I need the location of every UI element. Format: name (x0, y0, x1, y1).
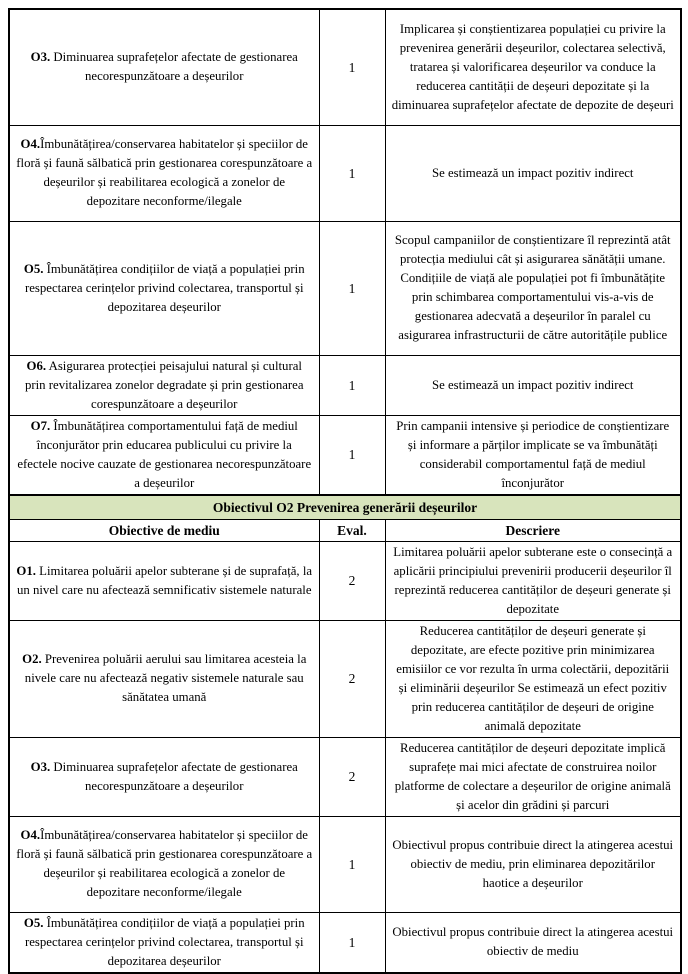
table-row (9, 620, 681, 737)
objective-text: Prevenirea poluării aerului sau limitarea acesteia la nivele care nu afectează negativ sistemele naturale sau sănătatea umană (24, 652, 307, 704)
objective-cell (9, 125, 319, 221)
table-row (9, 125, 681, 221)
objective-code: O6. (26, 358, 47, 373)
table-row (9, 221, 681, 355)
objective-text: Diminuarea suprafețelor afectate de gestionarea necorespunzătoare a deșeurilor (50, 759, 298, 793)
table-row (9, 816, 681, 912)
objective-code: O1. (16, 563, 36, 578)
column-header-objectives: Obiective de mediu (9, 519, 319, 541)
objective-text: Îmbunătățirea condițiilor de viață a populației prin respectarea cerințelor privind colectarea, transportul și depozitarea deșeurilor (24, 261, 305, 314)
description-cell: Scopul campaniilor de conștientizare îl reprezintă atât protecția mediului cât și asigurarea sănătății umane. Condițiile de viață ale populației pot fi îmbunătățite prin schimbarea comportamentului vis-a-vis de gestionarea adecvată a deșeurilor în paralel cu asigurarea infrastructurii de către autoritățile publice (385, 221, 681, 355)
objective-text: Asigurarea protecției peisajului natural și cultural prin revitalizarea zonelor degradate și prin gestionarea corespunzătoare a deșeurilor (24, 358, 304, 411)
objective-cell (9, 415, 319, 495)
eval-cell: 1 (319, 415, 385, 495)
description-cell: Reducerea cantităților de deșeuri generate și depozitate, are efecte pozitive prin minimizarea emisiilor ce vor rezulta în urma colectării, depozitării și eliminării deșeurilor Se estimează un efect pozitiv prin reducerea cantităților de deșeuri de origine animală depozitate (385, 620, 681, 737)
table-row (9, 541, 681, 620)
section-title: Obiectivul O2 Prevenirea generării deșeurilor (9, 495, 681, 520)
description-cell: Obiectivul propus contribuie direct la atingerea acestui obiectiv de mediu, prin eliminarea depozitărilor haotice a deșeurilor (385, 816, 681, 912)
column-header-description: Descriere (385, 519, 681, 541)
objective-cell (9, 620, 319, 737)
objective-text: Îmbunătățirea/conservarea habitatelor și speciilor de floră și faună sălbatică prin gestionarea corespunzătoare a deșeurilor și reabilitarea ecologică a zonelor de depozitare neconforme/ilegale (16, 828, 313, 899)
eval-cell: 1 (319, 221, 385, 355)
eval-cell: 2 (319, 620, 385, 737)
objective-code: O5. (23, 261, 44, 276)
objective-text: Diminuarea suprafețelor afectate de gestionarea necorespunzătoare a deșeurilor (50, 50, 298, 84)
table-row (9, 415, 681, 495)
objective-code: O2. (22, 652, 42, 666)
objective-cell (9, 912, 319, 973)
objective-cell (9, 9, 319, 125)
eval-cell: 1 (319, 816, 385, 912)
column-header-row (9, 519, 681, 541)
objective-text: Limitarea poluării apelor subterane și de suprafață, la un nivel care nu afectează semnificativ sistemele naturale (16, 563, 313, 597)
objective-text: Îmbunătățirea condițiilor de viață a populației prin respectarea cerințelor privind colectarea, transportul și depozitarea deșeurilor (24, 915, 305, 968)
objective-code: O7. (30, 418, 51, 433)
objective-text: Îmbunătățirea comportamentului față de mediul înconjurător prin educarea publicului cu privire la efectele nocive cauzate de gestionarea necorespunzătoare a deșeurilor (17, 418, 312, 490)
column-header-eval: Eval. (319, 519, 385, 541)
objective-code: O3. (30, 759, 51, 774)
description-cell: Reducerea cantităților de deșeuri depozitate implică suprafețe mai mici afectate de construirea noilor platforme de colectare a deșeurilor de origine animală și acelor din grădini și parcuri (385, 737, 681, 816)
objective-cell (9, 541, 319, 620)
description-cell: Se estimează un impact pozitiv indirect (385, 355, 681, 415)
objective-cell (9, 737, 319, 816)
objective-code: O4. (20, 828, 41, 842)
objective-cell (9, 221, 319, 355)
eval-cell: 1 (319, 9, 385, 125)
eval-cell: 1 (319, 912, 385, 973)
description-cell: Implicarea și conștientizarea populației cu privire la prevenirea generării deșeurilor, colectarea selectivă, tratarea și valorificarea deșeurilor va conduce la reducerea cantității de deșeuri depozitate și la diminuarea suprafețelor afectate de depozite de deșeuri (385, 9, 681, 125)
description-cell: Prin campanii intensive și periodice de conștientizare și informare a părților implicate se va îmbunătăți considerabil comportamentul față de mediul înconjurător (385, 415, 681, 495)
table-row (9, 912, 681, 973)
objective-text: Îmbunătățirea/conservarea habitatelor și speciilor de floră și faună sălbatică prin gestionarea corespunzătoare a deșeurilor și reabilitarea ecologică a zonelor de depozitare neconforme/ilegale (16, 137, 313, 208)
table-row (9, 9, 681, 125)
objective-code: O3. (30, 50, 51, 65)
objective-cell (9, 816, 319, 912)
table-row (9, 737, 681, 816)
eval-cell: 2 (319, 541, 385, 620)
description-cell: Obiectivul propus contribuie direct la atingerea acestui obiectiv de mediu (385, 912, 681, 973)
objective-cell (9, 355, 319, 415)
description-cell: Limitarea poluării apelor subterane este o consecință a aplicării principiului prevenirii producerii deșeurilor îl reprezintă reducerea cantităților de deșeuri generate și depozitate (385, 541, 681, 620)
table-row (9, 355, 681, 415)
section-header-row (9, 495, 681, 520)
eval-cell: 2 (319, 737, 385, 816)
objective-code: O5. (23, 915, 44, 930)
eval-cell: 1 (319, 355, 385, 415)
eval-cell: 1 (319, 125, 385, 221)
environmental-objectives-table (8, 8, 682, 974)
description-cell: Se estimează un impact pozitiv indirect (385, 125, 681, 221)
objective-code: O4. (20, 137, 41, 151)
